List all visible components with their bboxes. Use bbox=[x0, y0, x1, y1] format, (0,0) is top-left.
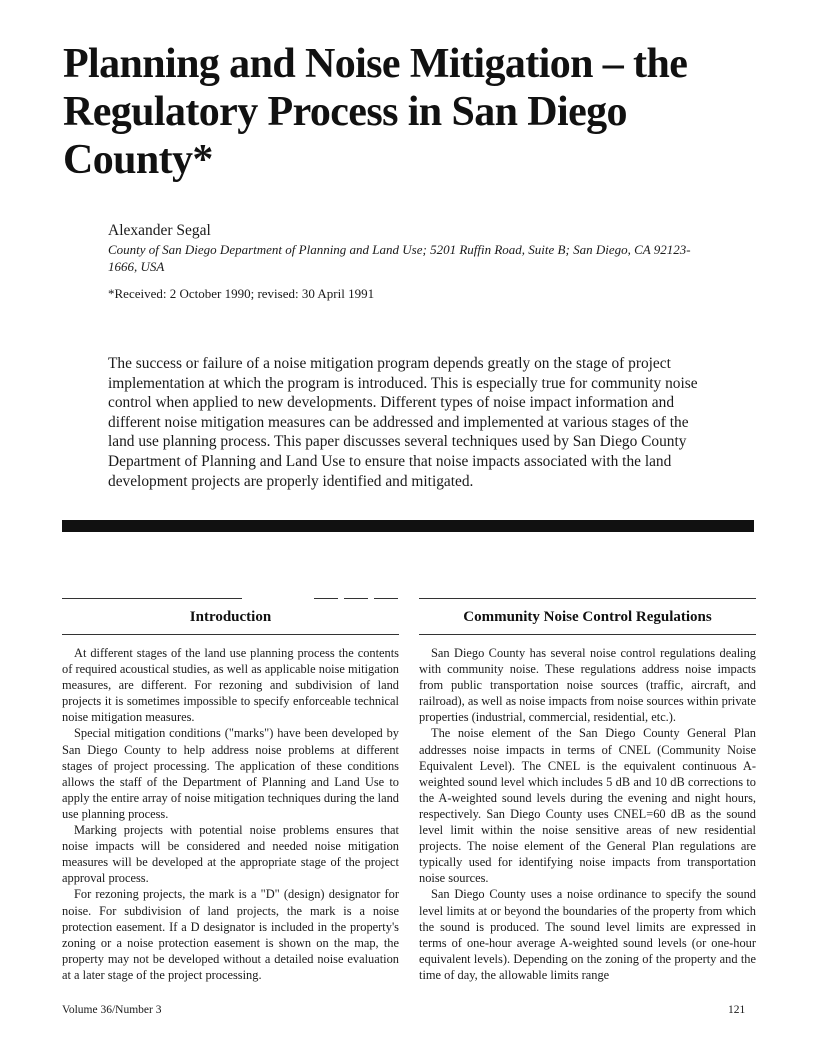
introduction-column bbox=[62, 598, 399, 983]
heading-rule-top bbox=[419, 598, 756, 599]
regulations-paragraph: San Diego County uses a noise ordinance to specify the sound level limits at or beyond the boundaries of the property from which the sound is produced. The sound level limits are expressed in terms of one-hour average A-weighted sound levels (or one-hour equivalent levels). Depending on the zoning of the property and the time of day, the allowable limits range bbox=[419, 887, 756, 982]
author-name: Alexander Segal bbox=[108, 222, 211, 239]
intro-paragraph: Marking projects with potential noise problems ensures that noise impacts will be considered and needed noise mitigation measures will be developed at the appropriate stage of the project approval process. bbox=[62, 823, 399, 886]
regulations-column bbox=[419, 598, 756, 983]
heading-rule-top-dashed bbox=[314, 598, 399, 599]
article-title: Planning and Noise Mitigation – the Regulatory Process in San Diego County* bbox=[63, 41, 688, 183]
heading-rule-top bbox=[62, 598, 242, 599]
journal-volume: Volume 36/Number 3 bbox=[62, 1004, 162, 1016]
intro-paragraph: At different stages of the land use planning process the contents of required acoustical studies, as well as applicable noise mitigation measures, are different. For rezoning and subdivision of land projects it is sometimes impossible to specify enforceable technical noise mitigation measures. bbox=[62, 646, 399, 725]
page-number: 121 bbox=[728, 1004, 746, 1016]
section-divider-bar bbox=[62, 520, 754, 532]
abstract: The success or failure of a noise mitigation program depends greatly on the stage of project implementation at which the program is introduced. This is especially true for community noise control when applied to new developments. Different types of noise impact information and different noise mitigation measures can be addressed and implemented at various stages of the land use planning process. This paper discusses several techniques used by San Diego County Department of Planning and Land Use to ensure that noise impacts associated with the land development projects are properly identified and mitigated. bbox=[108, 355, 698, 490]
heading-rule-bottom bbox=[62, 634, 399, 635]
intro-paragraph: For rezoning projects, the mark is a "D" (design) designator for noise. For subdivision of land projects, the mark is a noise protection easement. If a D designator is included in the property's zoning or a noise protection easement is shown on the map, the property may not be developed without a detailed noise evaluation at a later stage of the project processing. bbox=[62, 887, 399, 982]
regulations-paragraph: The noise element of the San Diego County General Plan addresses noise impacts in terms of CNEL (Community Noise Equivalent Level). The CNEL is the equivalent continuous A-weighted sound level which includes 5 dB and 10 dB corrections to the A-weighted sound levels during the evening and night hours, respectively. San Diego County uses CNEL=60 dB as the sound level limit within the noise sensitive areas of new residential projects. The noise element of the General Plan regulations are typically used for identifying noise impacts from transportation noise sources. bbox=[419, 726, 756, 886]
author-affiliation: County of San Diego Department of Planning and Land Use; 5201 Ruffin Road, Suite B; San Diego, CA 92123-1666, USA bbox=[108, 242, 691, 274]
regulations-heading: Community Noise Control Regulations bbox=[463, 609, 712, 625]
regulations-paragraph: San Diego County has several noise control regulations dealing with community noise. These regulations address noise impacts from public transportation noise sources (traffic, aircraft, and railroad), as well as noise impacts from noise sources within private properties (industrial, commercial, residential, etc.). bbox=[419, 646, 756, 725]
introduction-heading: Introduction bbox=[189, 609, 272, 625]
intro-paragraph: Special mitigation conditions ("marks") have been developed by San Diego County to help address noise problems at different stages of project processing. The application of these conditions allows the staff of the Department of Planning and Land Use to apply the entire array of noise mitigation techniques during the land use planning process. bbox=[62, 726, 399, 821]
received-dates: *Received: 2 October 1990; revised: 30 April 1991 bbox=[108, 286, 375, 301]
heading-rule-bottom bbox=[419, 634, 756, 635]
